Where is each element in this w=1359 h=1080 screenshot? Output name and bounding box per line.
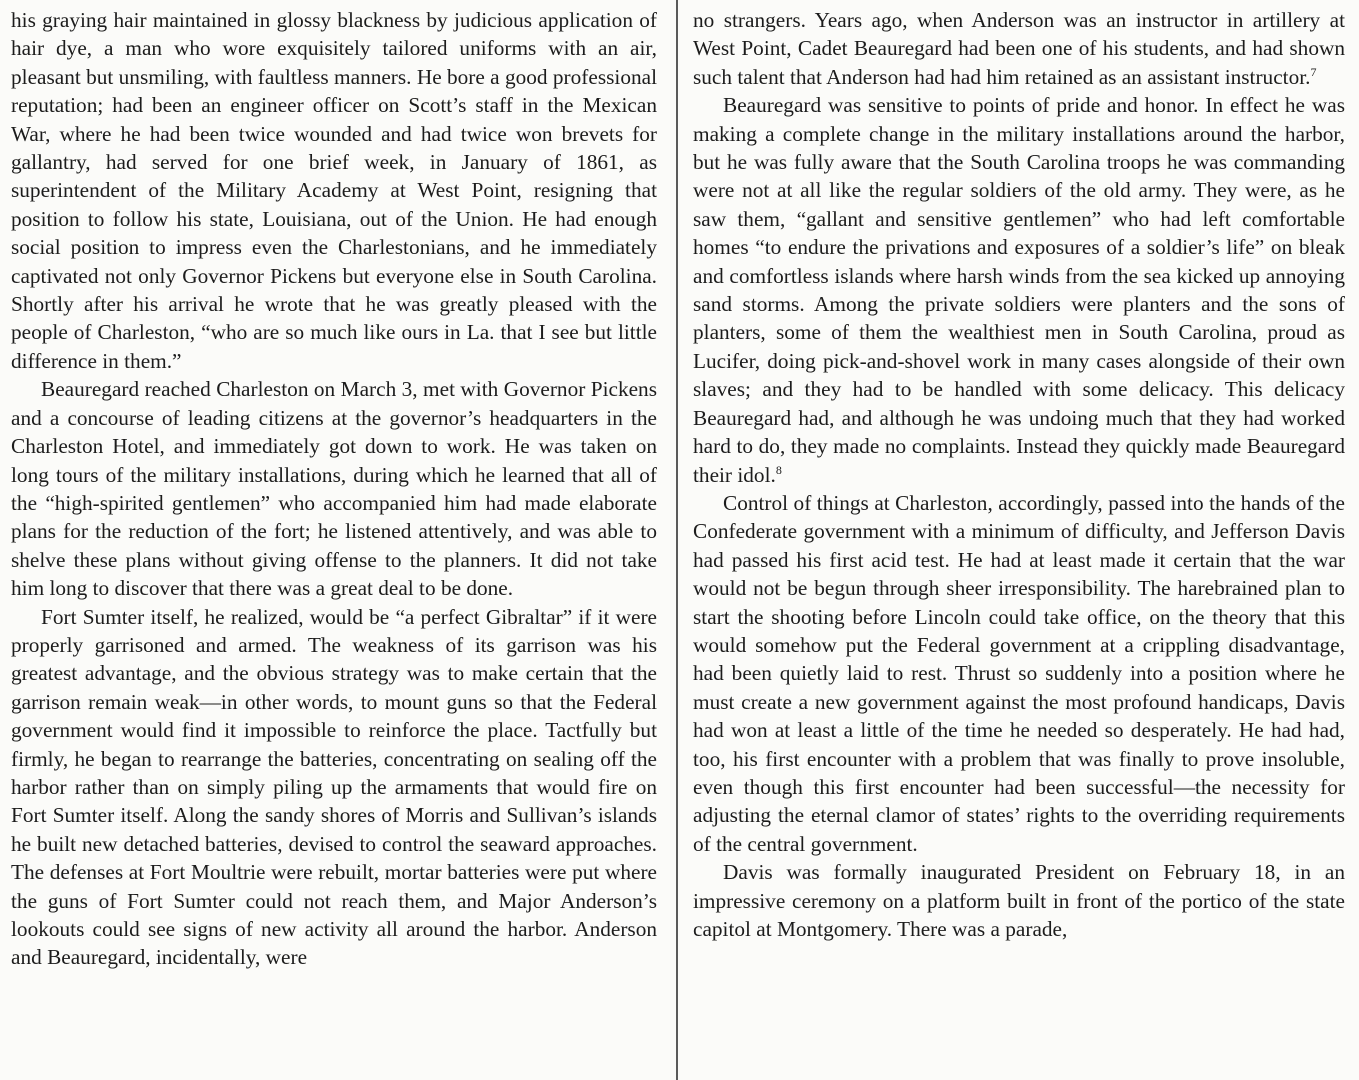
footnote-ref-8: 8 <box>775 462 782 477</box>
right-paragraph-3-text: Control of things at Charleston, accordingly, passed into the hands of the Confederate government with a minimum of difficulty, and Jefferson Davis had passed his first acid test. He had at least made it certain that the war would not be begun through sheer irresponsibility. The harebrained plan to start the shooting before Lincoln could take office, on the theory that this would somehow put the Federal government at a crippling disadvantage, had been quietly laid to rest. Thrust so suddenly into a position where he must create a new government against the most profound handicaps, Davis had won at least a little of the time he needed so desperately. He had had, too, his first encounter with a problem that was finally to prove insoluble, even though this first encounter had been successful—the necessity for adjusting the eternal clamor of states’ rights to the overriding requirements of the central government. <box>693 490 1345 856</box>
left-paragraph-1: his graying hair maintained in glossy blackness by judicious application of hair dye, a man who wore exquisitely tailored uniforms with an air, pleasant but unsmiling, with faultless manners. He bore a good professional reputation; had been an engineer officer on Scott’s staff in the Mexican War, where he had been twice wounded and had twice won brevets for gallantry, had served for one brief week, in January of 1861, as superintendent of the Military Academy at West Point, resigning that position to follow his state, Louisiana, out of the Union. He had enough social position to impress even the Charlestonians, and he immediately captivated not only Governor Pickens but everyone else in South Carolina. Shortly after his arrival he wrote that he was greatly pleased with the people of Charleston, “who are so much like ours in La. that I see but little difference in them.” <box>11 8 657 373</box>
right-paragraph-4-text: Davis was formally inaugurated President on February 18, in an impressive ceremony on a platform built in front of the portico of the state capitol at Montgomery. There was a parade, <box>693 860 1345 941</box>
right-column <box>693 6 1345 1078</box>
right-paragraph-2 <box>693 91 1345 489</box>
column-divider <box>676 0 678 1080</box>
right-paragraph-4 <box>693 858 1345 943</box>
left-paragraph-2: Beauregard reached Charleston on March 3, met with Governor Pickens and a concourse of leading citizens at the governor’s headquarters in the Charleston Hotel, and immediately got down to work. He was taken on long tours of the military installations, during which he learned that all of the “high-spirited gentlemen” who accompanied him had made elaborate plans for the reduction of the fort; he listened attentively, and was able to shelve these plans without giving offense to the planners. It did not take him long to discover that there was a great deal to be done. <box>11 377 657 601</box>
right-paragraph-3 <box>693 489 1345 858</box>
footnote-ref-7: 7 <box>1310 64 1317 79</box>
right-paragraph-1 <box>693 6 1345 91</box>
right-paragraph-1-text: no strangers. Years ago, when Anderson was an instructor in artillery at West Point, Cadet Beauregard had been one of his students, and had shown such talent that Anderson had had him retained as an assistant instructor. <box>693 8 1345 89</box>
right-paragraph-2-text: Beauregard was sensitive to points of pride and honor. In effect he was making a complete change in the military installations around the harbor, but he was fully aware that the South Carolina troops he was commanding were not at all like the regular soldiers of the old army. They were, as he saw them, “gallant and sensitive gentlemen” who had left comfortable homes “to endure the privations and exposures of a soldier’s life” on bleak and comfortless islands where harsh winds from the sea kicked up annoying sand storms. Among the private soldiers were planters and the sons of planters, some of them the wealthiest men in South Carolina, proud as Lucifer, doing pick-and-shovel work in many cases alongside of their own slaves; and they had to be handled with some delicacy. This delicacy Beauregard had, and although he was undoing much that they had worked hard to do, they made no complaints. Instead they quickly made Beauregard their idol. <box>693 93 1345 487</box>
left-column <box>11 6 657 1078</box>
left-paragraph-3: Fort Sumter itself, he realized, would be “a perfect Gibraltar” if it were properly garrisoned and armed. The weakness of its garrison was his greatest advantage, and the obvious strategy was to make certain that the garrison remain weak—in other words, to mount guns so that the Federal government would find it impossible to reinforce the place. Tactfully but firmly, he began to rearrange the batteries, concentrating on sealing off the harbor rather than on simply piling up the armaments that would fire on Fort Sumter itself. Along the sandy shores of Morris and Sullivan’s islands he built new detached batteries, devised to control the seaward approaches. The defenses at Fort Moultrie were rebuilt, mortar batteries were put where the guns of Fort Sumter could not reach them, and Major Anderson’s lookouts could see signs of new activity all around the harbor. Anderson and Beauregard, incidentally, were <box>11 604 657 970</box>
